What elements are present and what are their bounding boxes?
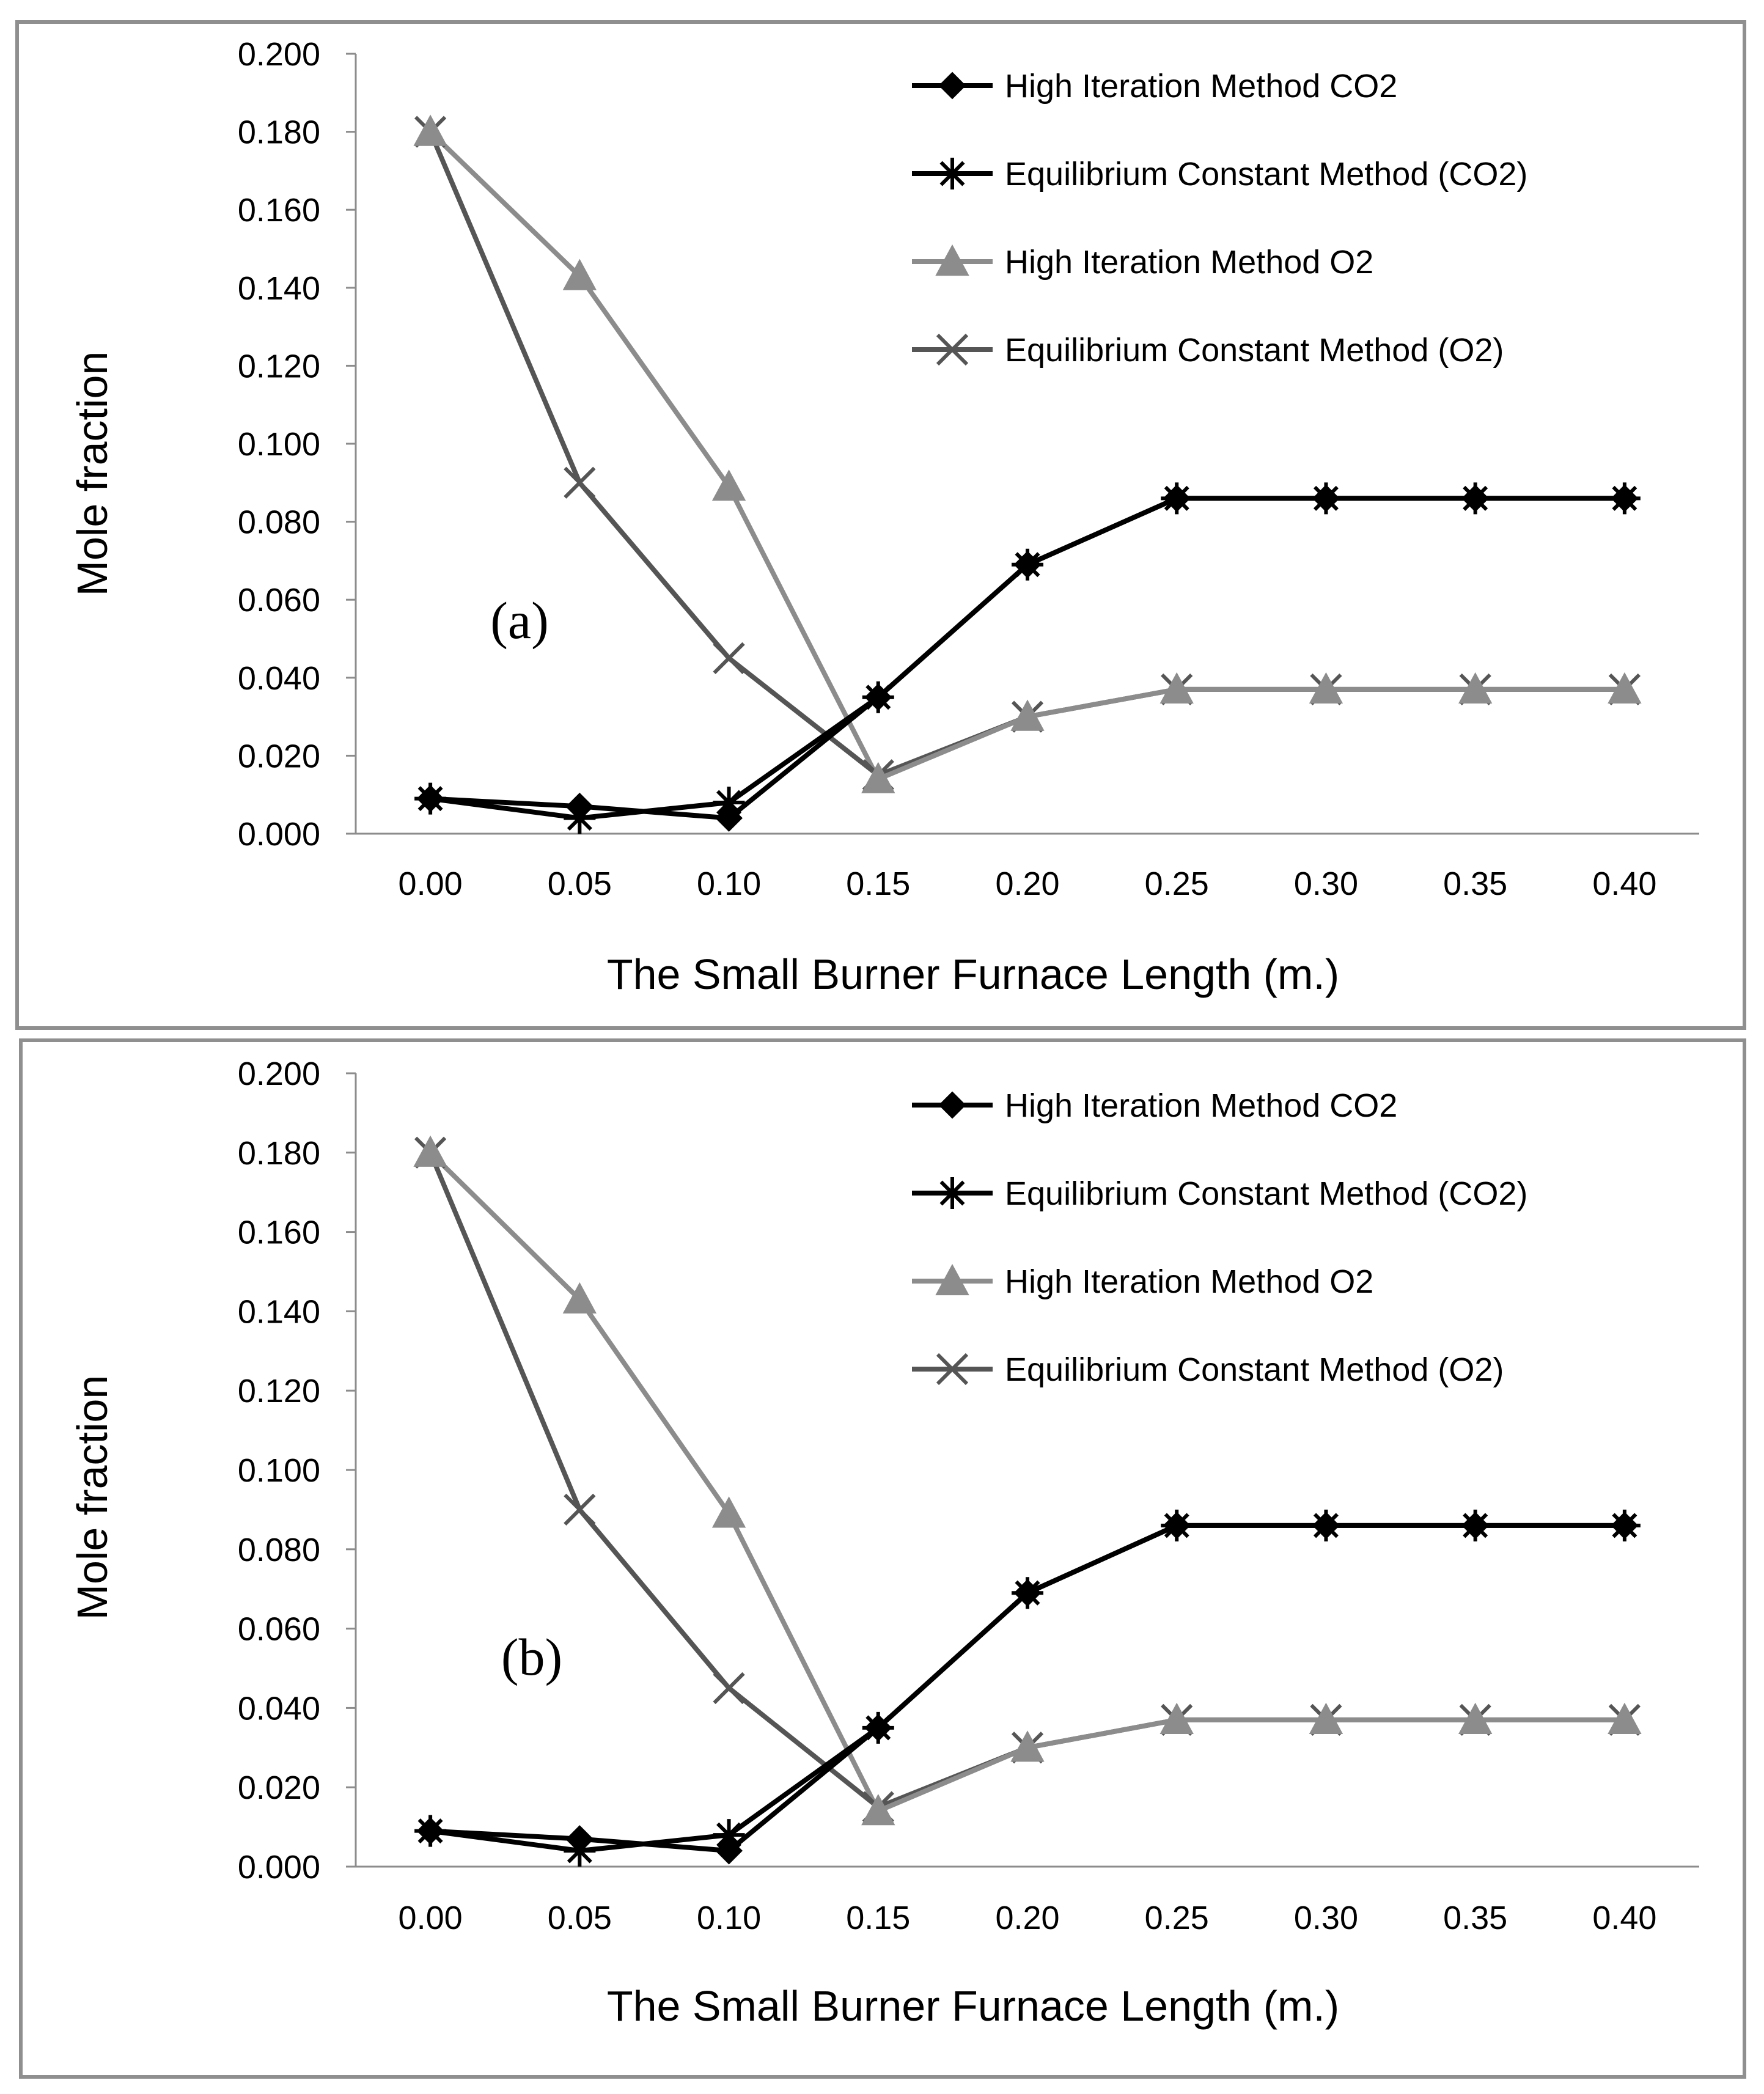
x-tick-label: 0.15 bbox=[846, 865, 911, 902]
legend-label: High Iteration Method CO2 bbox=[1005, 68, 1398, 105]
y-tick-label: 0.160 bbox=[237, 1214, 320, 1251]
y-tick-label: 0.040 bbox=[237, 1690, 320, 1727]
data-point bbox=[713, 471, 745, 500]
x-tick-label: 0.15 bbox=[846, 1900, 911, 1936]
chart-legend bbox=[912, 1087, 1527, 1388]
y-tick-label: 0.120 bbox=[237, 348, 320, 385]
data-point bbox=[565, 468, 594, 498]
legend-label: High Iteration Method CO2 bbox=[1005, 1087, 1398, 1124]
y-tick-label: 0.100 bbox=[237, 426, 320, 463]
chart-legend bbox=[912, 68, 1527, 369]
legend-swatch-marker bbox=[936, 158, 968, 189]
y-tick-label: 0.180 bbox=[237, 1134, 320, 1172]
x-tick-label: 0.05 bbox=[547, 865, 612, 902]
y-tick-label: 0.160 bbox=[237, 192, 320, 229]
y-tick-label: 0.040 bbox=[237, 659, 320, 697]
x-axis-title: The Small Burner Furnace Length (m.) bbox=[606, 1982, 1340, 2030]
x-tick-label: 0.00 bbox=[398, 865, 463, 902]
x-tick-label: 0.30 bbox=[1293, 1900, 1358, 1936]
chart-panel-a bbox=[17, 22, 1744, 1028]
legend-swatch-marker bbox=[936, 1177, 968, 1209]
panel-label: (b) bbox=[501, 1628, 563, 1686]
x-tick-label: 0.20 bbox=[995, 1900, 1060, 1936]
data-point bbox=[565, 1495, 594, 1524]
series-line bbox=[430, 1526, 1625, 1851]
legend-label: Equilibrium Constant Method (O2) bbox=[1005, 1351, 1504, 1388]
y-tick-label: 0.200 bbox=[237, 1056, 320, 1092]
legend-label: Equilibrium Constant Method (CO2) bbox=[1005, 156, 1528, 193]
x-tick-label: 0.35 bbox=[1443, 1900, 1508, 1936]
x-tick-label: 0.40 bbox=[1592, 865, 1657, 902]
legend-label: Equilibrium Constant Method (CO2) bbox=[1005, 1175, 1528, 1212]
x-tick-label: 0.25 bbox=[1144, 865, 1209, 902]
y-axis-title: Mole fraction bbox=[68, 1375, 116, 1620]
series-line bbox=[430, 1153, 1625, 1807]
legend-swatch-marker bbox=[939, 73, 965, 98]
y-tick-label: 0.140 bbox=[237, 1293, 320, 1331]
legend-label: High Iteration Method O2 bbox=[1005, 244, 1374, 281]
x-tick-label: 0.20 bbox=[995, 865, 1060, 902]
y-tick-label: 0.000 bbox=[237, 1849, 320, 1886]
x-tick-label: 0.10 bbox=[697, 865, 762, 902]
y-tick-label: 0.080 bbox=[237, 504, 320, 541]
y-axis-title: Mole fraction bbox=[68, 351, 116, 597]
legend-swatch-marker bbox=[939, 1092, 965, 1118]
series-line bbox=[430, 1153, 1625, 1811]
series-line bbox=[430, 1526, 1625, 1851]
series-line bbox=[430, 132, 1625, 776]
series-line bbox=[430, 498, 1625, 818]
series-line bbox=[430, 498, 1625, 818]
y-tick-label: 0.200 bbox=[237, 36, 320, 73]
y-tick-label: 0.140 bbox=[237, 270, 320, 307]
data-point bbox=[715, 644, 744, 673]
chart-panel-b bbox=[21, 1040, 1744, 2077]
y-tick-label: 0.060 bbox=[237, 582, 320, 619]
plot-area bbox=[414, 1137, 1641, 1867]
y-tick-label: 0.100 bbox=[237, 1452, 320, 1489]
legend-label: Equilibrium Constant Method (O2) bbox=[1005, 332, 1504, 369]
y-tick-label: 0.020 bbox=[237, 1769, 320, 1807]
legend-label: High Iteration Method O2 bbox=[1005, 1263, 1374, 1300]
y-tick-label: 0.120 bbox=[237, 1373, 320, 1410]
y-tick-label: 0.060 bbox=[237, 1611, 320, 1648]
data-point bbox=[713, 1497, 745, 1527]
x-tick-label: 0.25 bbox=[1144, 1900, 1209, 1936]
series-line bbox=[430, 132, 1625, 779]
x-axis-title: The Small Burner Furnace Length (m.) bbox=[606, 950, 1340, 998]
x-tick-label: 0.10 bbox=[697, 1900, 762, 1936]
x-tick-label: 0.35 bbox=[1443, 865, 1508, 902]
y-tick-label: 0.000 bbox=[237, 816, 320, 853]
panel-label: (a) bbox=[490, 591, 549, 650]
x-tick-label: 0.40 bbox=[1592, 1900, 1657, 1936]
x-tick-label: 0.00 bbox=[398, 1900, 463, 1936]
y-tick-label: 0.080 bbox=[237, 1531, 320, 1568]
x-tick-label: 0.30 bbox=[1293, 865, 1358, 902]
y-tick-label: 0.180 bbox=[237, 114, 320, 151]
data-point bbox=[715, 1673, 744, 1703]
x-tick-label: 0.05 bbox=[547, 1900, 612, 1936]
y-tick-label: 0.020 bbox=[237, 738, 320, 775]
plot-area bbox=[414, 116, 1641, 834]
